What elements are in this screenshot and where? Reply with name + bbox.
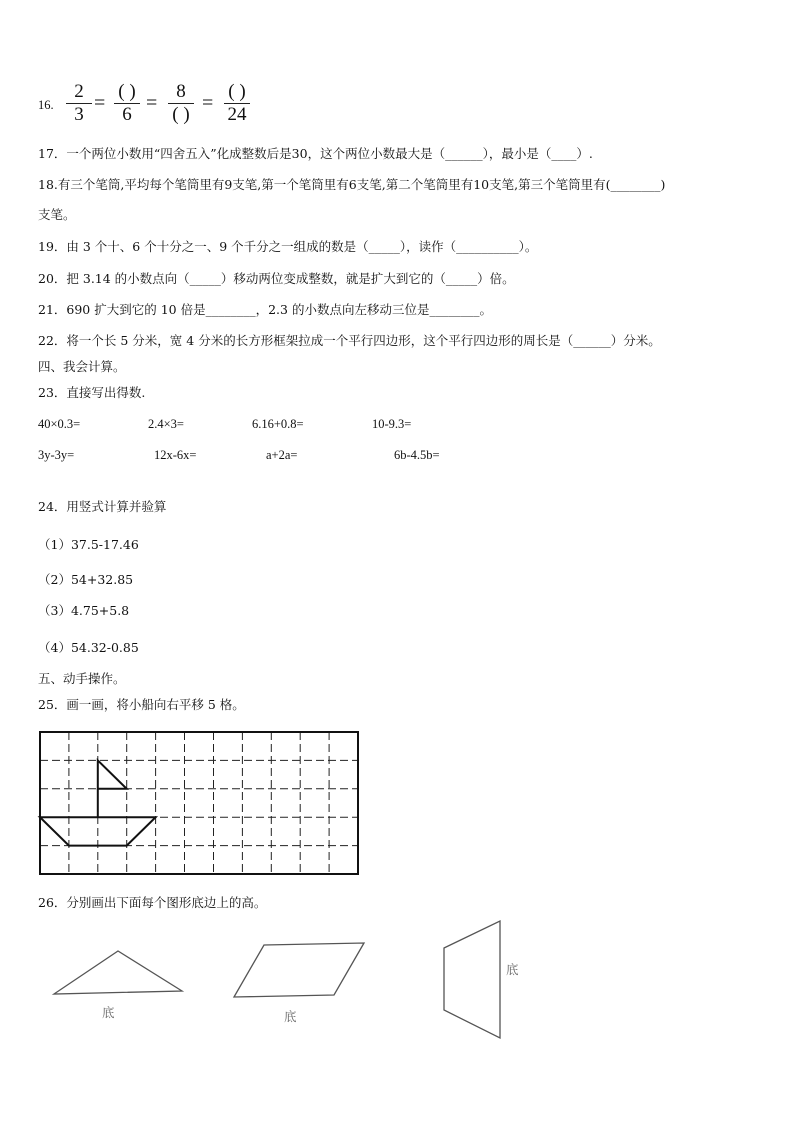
calc-item: a+2a= — [266, 448, 298, 462]
q20-text: 20．把 3.14 的小数点向（_____）移动两位变成整数，就是扩大到它的（_____）倍。 — [38, 271, 515, 286]
section-4-heading: 四、我会计算。 — [38, 359, 126, 374]
q23-text: 23．直接写出得数. — [38, 385, 146, 400]
fraction-1-denominator: 3 — [74, 104, 84, 125]
q19-text: 19．由 3 个十、6 个十分之一、9 个千分之一组成的数是（_____），读作（__________）。 — [38, 239, 538, 254]
calc-item: 6b-4.5b= — [394, 448, 440, 462]
parallelogram-base-label: 底 — [284, 1010, 297, 1024]
q24-item-2: （2）54+32.85 — [38, 572, 134, 587]
trapezoid-figure — [438, 918, 508, 1043]
calc-item: 3y-3y= — [38, 448, 75, 462]
calc-item: 2.4×3= — [148, 417, 184, 431]
fraction-3-numerator: 8 — [176, 81, 186, 102]
boat-sail — [98, 760, 127, 788]
q22-text: 22．将一个长 5 分米，宽 4 分米的长方形框架拉成一个平行四边形，这个平行四边形的周长是（______）分米。 — [38, 333, 661, 348]
fraction-2 — [114, 82, 140, 125]
fraction-2-denominator: 6 — [122, 104, 132, 125]
calc-item: 10-9.3= — [372, 417, 412, 431]
equals-sign-3: = — [202, 92, 214, 114]
trapezoid-shape — [444, 921, 500, 1038]
q18-text-line2: 支笔。 — [38, 207, 76, 222]
q24-item-1: （1）37.5-17.46 — [38, 537, 139, 552]
q17-text: 17．一个两位小数用“四舍五入”化成整数后是30，这个两位小数最大是（______），最小是（____）. — [38, 146, 593, 161]
triangle-shape — [54, 951, 182, 994]
fraction-1-numerator: 2 — [74, 81, 84, 102]
grid-dashed-lines — [40, 732, 358, 874]
fraction-1 — [66, 82, 92, 125]
trapezoid-base-label: 底 — [506, 963, 519, 977]
q24-text: 24．用竖式计算并验算 — [38, 499, 167, 514]
grid-border — [40, 732, 358, 874]
calc-item: 12x-6x= — [154, 448, 197, 462]
calc-item: 6.16+0.8= — [252, 417, 304, 431]
triangle-figure — [50, 945, 190, 1030]
equals-sign-1: = — [94, 92, 106, 114]
equals-sign-2: = — [146, 92, 158, 114]
fraction-4-numerator: ( ) — [228, 81, 246, 102]
fraction-3-denominator: ( ) — [172, 104, 190, 125]
fraction-4-denominator: 24 — [227, 104, 247, 125]
q26-text: 26．分别画出下面每个图形底边上的高。 — [38, 895, 267, 910]
triangle-base-label: 底 — [102, 1006, 115, 1020]
boat-grid-figure — [40, 732, 358, 874]
q24-item-3: （3）4.75+5.8 — [38, 603, 130, 618]
section-5-heading: 五、动手操作。 — [38, 671, 126, 686]
parallelogram-shape — [234, 943, 364, 997]
fraction-4 — [224, 82, 250, 125]
parallelogram-figure — [230, 940, 370, 1005]
fraction-2-numerator: ( ) — [118, 81, 136, 102]
fraction-3 — [168, 82, 194, 125]
q25-text: 25．画一画，将小船向右平移 5 格。 — [38, 697, 245, 712]
q24-item-4: （4）54.32-0.85 — [38, 640, 139, 655]
q18-text-line1: 18.有三个笔筒,平均每个笔筒里有9支笔,第一个笔筒里有6支笔,第二个笔筒里有10支笔,第三个笔筒里有(________) — [38, 177, 666, 192]
q16-number: 16. — [38, 98, 54, 112]
calc-item: 40×0.3= — [38, 417, 81, 431]
q21-text: 21．690 扩大到它的 10 倍是________，2.3 的小数点向左移动三位是________。 — [38, 302, 492, 317]
